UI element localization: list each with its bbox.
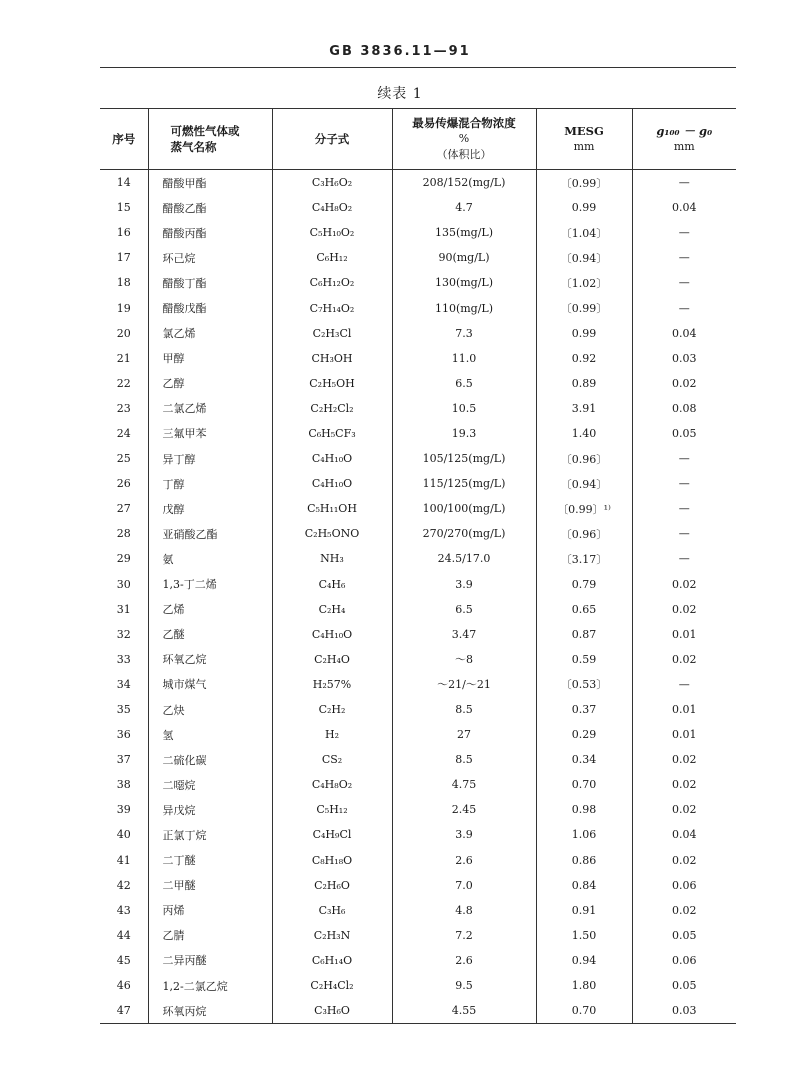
table-row [100,722,736,747]
cell-gap: 0.03 [632,998,736,1024]
cell-concentration: 2.6 [392,948,536,973]
cell-name: 氯乙烯 [148,321,272,346]
cell-formula: C₃H₆O [272,998,392,1024]
table-row [100,496,736,521]
cell-mesg: 〔0.53〕 [536,672,632,697]
cell-name: 二噁烷 [148,772,272,797]
cell-name: 乙醚 [148,622,272,647]
cell-concentration: 135(mg/L) [392,220,536,245]
cell-concentration: 270/270(mg/L) [392,521,536,546]
cell-index: 29 [116,552,131,566]
cell-concentration: 10.5 [392,396,536,421]
cell-concentration: 6.5 [392,597,536,622]
cell-gap: 0.02 [632,647,736,672]
cell-index: 19 [116,301,131,315]
header-gap [632,109,736,170]
cell-concentration: 105/125(mg/L) [392,446,536,471]
cell-concentration: 24.5/17.0 [392,546,536,571]
cell-name: 丙烯 [148,898,272,923]
cell-index: 32 [116,627,131,641]
cell-mesg: 〔3.17〕 [536,546,632,571]
cell-mesg: 0.99 [536,321,632,346]
cell-name: 乙醇 [148,371,272,396]
header-conc-line3: （体积比） [436,148,492,161]
cell-name: 二丁醚 [148,848,272,873]
cell-index: 44 [116,928,131,942]
cell-gap: — [632,245,736,270]
cell-name: 氨 [148,546,272,571]
cell-mesg: 0.91 [536,898,632,923]
cell-name: 甲醇 [148,346,272,371]
cell-formula: C₄H₁₀O [272,622,392,647]
cell-gap: 0.02 [632,747,736,772]
cell-concentration: 2.45 [392,797,536,822]
cell-index: 18 [116,276,131,290]
cell-gap: — [632,220,736,245]
cell-gap: 0.02 [632,597,736,622]
cell-gap: 0.06 [632,948,736,973]
cell-gap: — [632,672,736,697]
cell-concentration: 90(mg/L) [392,245,536,270]
cell-formula: C₂H₃N [272,923,392,948]
cell-mesg: 0.94 [536,948,632,973]
header-mesg-line2: mm [573,140,595,153]
cell-mesg: 〔0.99〕 [536,295,632,320]
cell-formula: C₂H₄ [272,597,392,622]
table-row [100,396,736,421]
cell-concentration: 8.5 [392,747,536,772]
cell-index: 35 [116,703,131,717]
table-row [100,622,736,647]
cell-name: 异丁醇 [148,446,272,471]
cell-name: 1,3-丁二烯 [148,572,272,597]
cell-formula: CH₃OH [272,346,392,371]
cell-name: 二硫化碳 [148,747,272,772]
cell-gap: 0.04 [632,321,736,346]
cell-index: 21 [116,351,131,365]
cell-concentration: 8.5 [392,697,536,722]
header-name-line2: 蒸气名称 [170,140,217,154]
cell-concentration: 208/152(mg/L) [392,170,536,196]
cell-name: 环氧乙烷 [148,647,272,672]
cell-index: 14 [116,176,131,190]
cell-formula: C₂H₄O [272,647,392,672]
cell-name: 城市煤气 [148,672,272,697]
cell-concentration: 110(mg/L) [392,295,536,320]
header-index: 序号 [100,109,148,170]
cell-name: 氢 [148,722,272,747]
cell-gap: — [632,496,736,521]
cell-concentration: 4.7 [392,195,536,220]
cell-mesg: 0.65 [536,597,632,622]
cell-index: 47 [116,1004,131,1018]
cell-mesg: 1.50 [536,923,632,948]
cell-name: 环氧丙烷 [148,998,272,1024]
cell-concentration: 3.9 [392,822,536,847]
cell-name: 二异丙醚 [148,948,272,973]
cell-index: 25 [116,452,131,466]
cell-name: 醋酸甲酯 [148,170,272,196]
cell-mesg: 0.86 [536,848,632,873]
header-gap-line2: mm [673,140,695,153]
cell-concentration: 27 [392,722,536,747]
cell-formula: C₃H₆ [272,898,392,923]
table-row [100,923,736,948]
cell-mesg: 〔1.02〕 [536,270,632,295]
table-row [100,471,736,496]
header-mesg [536,109,632,170]
cell-concentration: 4.55 [392,998,536,1024]
cell-gap: 0.04 [632,195,736,220]
cell-mesg: 〔0.99〕 [536,170,632,196]
cell-concentration: ～8 [392,647,536,672]
table-row [100,521,736,546]
table-row [100,973,736,998]
cell-index: 42 [116,878,131,892]
cell-gap: — [632,446,736,471]
cell-gap: 0.05 [632,421,736,446]
cell-formula: C₄H₆ [272,572,392,597]
cell-index: 37 [116,753,131,767]
cell-gap: 0.08 [632,396,736,421]
cell-index: 16 [116,226,131,240]
header-mesg-line1: MESG [564,124,604,138]
cell-mesg: 0.89 [536,371,632,396]
table-row [100,195,736,220]
cell-name: 戊醇 [148,496,272,521]
cell-mesg: 0.34 [536,747,632,772]
cell-formula: NH₃ [272,546,392,571]
table-row [100,848,736,873]
cell-concentration: 3.47 [392,622,536,647]
cell-name: 醋酸丙酯 [148,220,272,245]
cell-concentration: 9.5 [392,973,536,998]
cell-mesg: 〔0.99〕¹⁾ [536,496,632,521]
table-row [100,295,736,320]
table-row [100,597,736,622]
cell-gap: 0.02 [632,772,736,797]
table-row [100,321,736,346]
cell-formula: C₈H₁₈O [272,848,392,873]
cell-formula: C₂H₅ONO [272,521,392,546]
cell-index: 20 [116,326,131,340]
table-row [100,346,736,371]
cell-concentration: 19.3 [392,421,536,446]
cell-index: 39 [116,803,131,817]
cell-mesg: 〔0.94〕 [536,471,632,496]
cell-mesg: 0.98 [536,797,632,822]
cell-formula: C₄H₉Cl [272,822,392,847]
table-row [100,647,736,672]
cell-index: 36 [116,728,131,742]
table-row [100,220,736,245]
cell-mesg: 0.70 [536,998,632,1024]
cell-gap: 0.04 [632,822,736,847]
cell-formula: H₂ [272,722,392,747]
cell-index: 33 [116,652,131,666]
cell-index: 15 [116,201,131,215]
table-row [100,797,736,822]
cell-mesg: 0.87 [536,622,632,647]
cell-mesg: 0.99 [536,195,632,220]
cell-mesg: 〔0.96〕 [536,446,632,471]
cell-concentration: 7.3 [392,321,536,346]
header-rule [100,67,736,68]
cell-name: 三氟甲苯 [148,421,272,446]
cell-concentration: 11.0 [392,346,536,371]
table-row [100,572,736,597]
cell-mesg: 〔0.94〕 [536,245,632,270]
cell-gap: 0.06 [632,873,736,898]
table-row [100,772,736,797]
cell-formula: C₅H₁₂ [272,797,392,822]
cell-concentration: 3.9 [392,572,536,597]
cell-index: 38 [116,778,131,792]
cell-index: 17 [116,251,131,265]
cell-index: 30 [116,577,131,591]
cell-name: 醋酸戊酯 [148,295,272,320]
cell-index: 22 [116,376,131,390]
cell-formula: C₅H₁₀O₂ [272,220,392,245]
cell-name: 乙烯 [148,597,272,622]
cell-formula: C₄H₁₀O [272,471,392,496]
table-row [100,898,736,923]
table-row [100,546,736,571]
cell-index: 46 [116,979,131,993]
cell-index: 45 [116,953,131,967]
cell-mesg: 0.29 [536,722,632,747]
cell-gap: — [632,170,736,196]
cell-concentration: ～21/～21 [392,672,536,697]
cell-formula: C₄H₈O₂ [272,195,392,220]
cell-mesg: 0.84 [536,873,632,898]
cell-mesg: 1.06 [536,822,632,847]
cell-gap: — [632,471,736,496]
table-header-row [100,109,736,170]
cell-concentration: 4.75 [392,772,536,797]
cell-name: 醋酸乙酯 [148,195,272,220]
document-code: GB 3836.11—91 [329,44,471,59]
header-gap-line1: g₁₀₀ － g₀ [656,124,713,138]
cell-concentration: 100/100(mg/L) [392,496,536,521]
cell-index: 28 [116,527,131,541]
cell-mesg: 0.59 [536,647,632,672]
cell-gap: 0.02 [632,797,736,822]
table-row [100,170,736,196]
cell-formula: C₂H₅OH [272,371,392,396]
cell-formula: H₂57% [272,672,392,697]
cell-formula: C₃H₆O₂ [272,170,392,196]
cell-name: 异戊烷 [148,797,272,822]
cell-mesg: 0.70 [536,772,632,797]
cell-index: 23 [116,401,131,415]
cell-gap: — [632,270,736,295]
header-conc-line2: % [458,132,470,145]
cell-gap: 0.01 [632,622,736,647]
table-row [100,245,736,270]
cell-mesg: 0.37 [536,697,632,722]
table-row [100,747,736,772]
cell-name: 丁醇 [148,471,272,496]
table-row [100,822,736,847]
header-name-line1: 可燃性气体或 [170,124,240,138]
cell-formula: C₄H₈O₂ [272,772,392,797]
cell-formula: C₆H₁₄O [272,948,392,973]
table-title: 续表 1 [377,86,423,102]
cell-index: 43 [116,903,131,917]
cell-concentration: 130(mg/L) [392,270,536,295]
table-row [100,873,736,898]
cell-name: 乙腈 [148,923,272,948]
cell-formula: C₂H₃Cl [272,321,392,346]
cell-index: 41 [116,853,131,867]
cell-mesg: 0.79 [536,572,632,597]
table-row [100,421,736,446]
cell-gap: — [632,546,736,571]
cell-mesg: 〔1.04〕 [536,220,632,245]
cell-concentration: 7.0 [392,873,536,898]
cell-index: 31 [116,602,131,616]
table-body [100,170,736,1024]
table-row [100,371,736,396]
cell-gap: 0.05 [632,973,736,998]
cell-gap: 0.02 [632,848,736,873]
cell-mesg: 1.80 [536,973,632,998]
cell-mesg: 3.91 [536,396,632,421]
table-row [100,270,736,295]
cell-name: 环己烷 [148,245,272,270]
cell-concentration: 6.5 [392,371,536,396]
cell-formula: CS₂ [272,747,392,772]
cell-name: 正氯丁烷 [148,822,272,847]
cell-concentration: 2.6 [392,848,536,873]
cell-formula: C₆H₅CF₃ [272,421,392,446]
cell-mesg: 0.92 [536,346,632,371]
cell-formula: C₂H₂Cl₂ [272,396,392,421]
cell-gap: — [632,521,736,546]
cell-gap: 0.02 [632,572,736,597]
table-row [100,672,736,697]
header-concentration [392,109,536,170]
table-row [100,948,736,973]
cell-gap: 0.01 [632,722,736,747]
cell-name: 1,2-二氯乙烷 [148,973,272,998]
cell-concentration: 115/125(mg/L) [392,471,536,496]
cell-gap: 0.02 [632,898,736,923]
header-name [148,109,272,170]
cell-concentration: 4.8 [392,898,536,923]
cell-index: 27 [116,502,131,516]
cell-index: 40 [116,828,131,842]
cell-formula: C₂H₆O [272,873,392,898]
cell-name: 亚硝酸乙酯 [148,521,272,546]
cell-name: 二氯乙烯 [148,396,272,421]
cell-formula: C₅H₁₁OH [272,496,392,521]
cell-name: 醋酸丁酯 [148,270,272,295]
header-conc-line1: 最易传爆混合物浓度 [412,116,516,130]
cell-gap: 0.02 [632,371,736,396]
cell-index: 34 [116,677,131,691]
cell-gap: 0.03 [632,346,736,371]
table-row [100,998,736,1024]
cell-name: 乙炔 [148,697,272,722]
cell-mesg: 1.40 [536,421,632,446]
cell-formula: C₂H₄Cl₂ [272,973,392,998]
cell-name: 二甲醚 [148,873,272,898]
table-row [100,446,736,471]
cell-index: 24 [116,426,131,440]
cell-concentration: 7.2 [392,923,536,948]
table-row [100,697,736,722]
cell-formula: C₆H₁₂O₂ [272,270,392,295]
cell-gap: 0.05 [632,923,736,948]
cell-formula: C₂H₂ [272,697,392,722]
cell-gap: 0.01 [632,697,736,722]
cell-index: 26 [116,477,131,491]
cell-mesg: 〔0.96〕 [536,521,632,546]
cell-formula: C₇H₁₄O₂ [272,295,392,320]
cell-formula: C₄H₁₀O [272,446,392,471]
header-formula: 分子式 [272,109,392,170]
cell-gap: — [632,295,736,320]
gas-properties-table [100,108,736,1024]
cell-formula: C₆H₁₂ [272,245,392,270]
